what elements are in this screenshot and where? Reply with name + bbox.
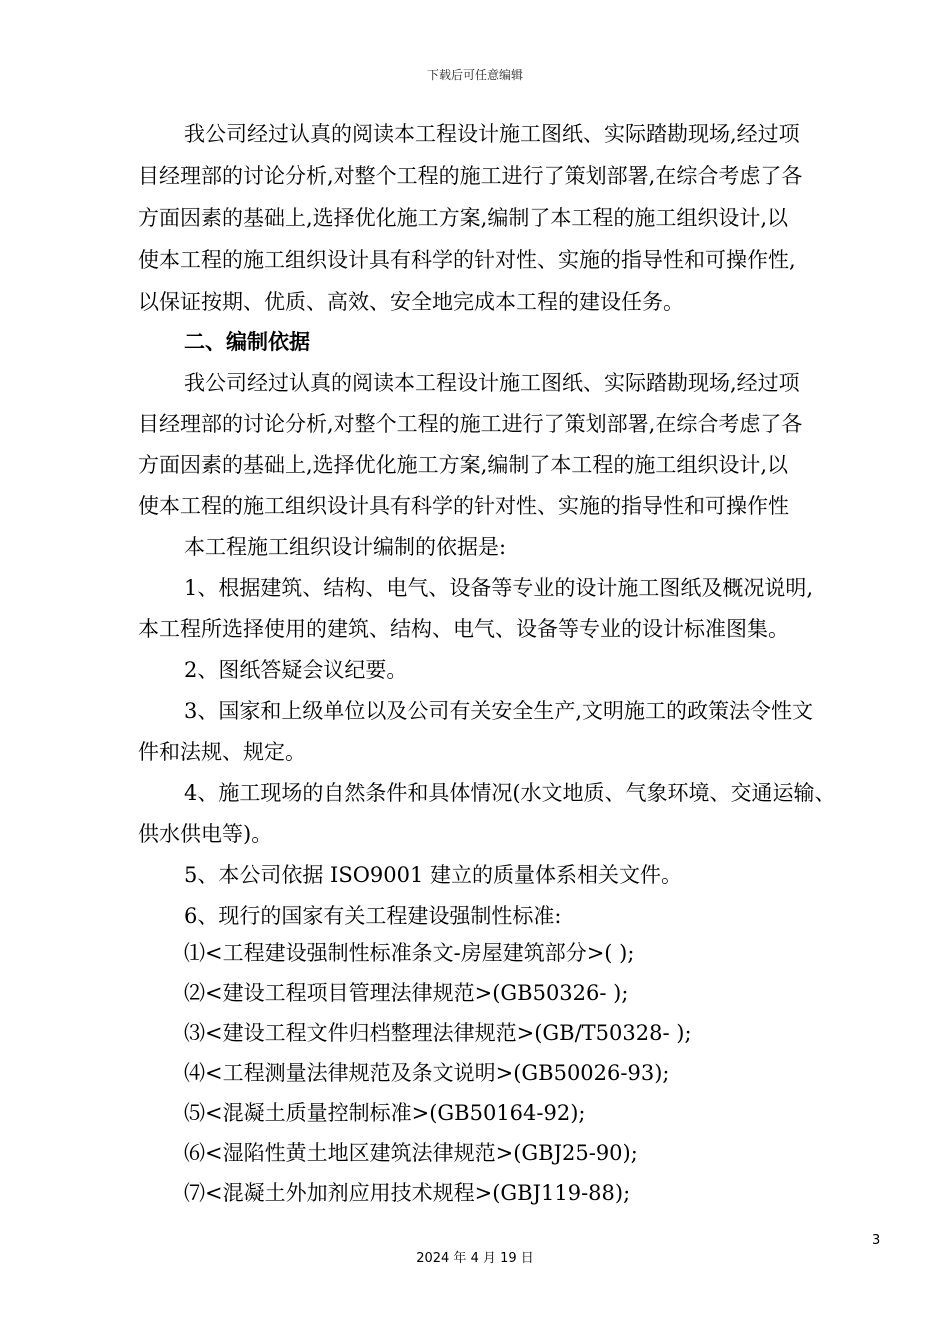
paragraph-line: 我公司经过认真的阅读本工程设计施工图纸、实际踏勘现场,经过项 xyxy=(184,122,800,146)
list-item: 4、施工现场的自然条件和具体情况(水文地质、气象环境、交通运输、 xyxy=(184,781,836,805)
standard-item: ⑵<建设工程项目管理法律规范>(GB50326- ); xyxy=(184,981,629,1005)
list-item: 5、本公司依据 ISO9001 建立的质量体系相关文件。 xyxy=(184,863,683,887)
paragraph-line: 目经理部的讨论分析,对整个工程的施工进行了策划部署,在综合考虑了各 xyxy=(138,412,803,436)
paragraph-line: 使本工程的施工组织设计具有科学的针对性、实施的指导性和可操作性 xyxy=(138,494,789,518)
standard-item: ⑷<工程测量法律规范及条文说明>(GB50026-93); xyxy=(184,1061,670,1085)
list-item-continuation: 本工程所选择使用的建筑、结构、电气、设备等专业的设计标准图集。 xyxy=(138,617,789,641)
standard-item: ⑴<工程建设强制性标准条文-房屋建筑部分>( ); xyxy=(184,941,635,965)
list-item: 3、国家和上级单位以及公司有关安全生产,文明施工的政策法令性文 xyxy=(184,699,814,723)
page-number: 3 xyxy=(872,1233,881,1248)
section-heading: 二、编制依据 xyxy=(184,330,310,354)
paragraph-line: 本工程施工组织设计编制的依据是: xyxy=(184,535,507,559)
list-item-continuation: 件和法规、规定。 xyxy=(138,740,306,764)
footer-date: 2024 年 4 月 19 日 xyxy=(416,1251,534,1266)
paragraph-line: 以保证按期、优质、高效、安全地完成本工程的建设任务。 xyxy=(138,290,684,314)
paragraph-line: 使本工程的施工组织设计具有科学的针对性、实施的指导性和可操作性, xyxy=(138,248,796,272)
list-item: 1、根据建筑、结构、电气、设备等专业的设计施工图纸及概况说明, xyxy=(184,576,814,600)
list-item-continuation: 供水供电等)。 xyxy=(138,822,273,846)
standard-item: ⑶<建设工程文件归档整理法律规范>(GB/T50328- ); xyxy=(184,1021,692,1045)
list-item: 2、图纸答疑会议纪要。 xyxy=(184,658,408,682)
page-header: 下载后可任意编辑 xyxy=(426,68,523,82)
list-item: 6、现行的国家有关工程建设强制性标准: xyxy=(184,904,562,928)
standard-item: ⑸<混凝土质量控制标准>(GB50164-92); xyxy=(184,1101,586,1125)
paragraph-line: 方面因素的基础上,选择优化施工方案,编制了本工程的施工组织设计,以 xyxy=(138,206,789,230)
paragraph-line: 目经理部的讨论分析,对整个工程的施工进行了策划部署,在综合考虑了各 xyxy=(138,164,803,188)
standard-item: ⑹<湿陷性黄土地区建筑法律规范>(GBJ25-90); xyxy=(184,1141,638,1165)
standard-item: ⑺<混凝土外加剂应用技术规程>(GBJ119-88); xyxy=(184,1181,631,1205)
paragraph-line: 方面因素的基础上,选择优化施工方案,编制了本工程的施工组织设计,以 xyxy=(138,453,789,477)
paragraph-line: 我公司经过认真的阅读本工程设计施工图纸、实际踏勘现场,经过项 xyxy=(184,371,800,395)
